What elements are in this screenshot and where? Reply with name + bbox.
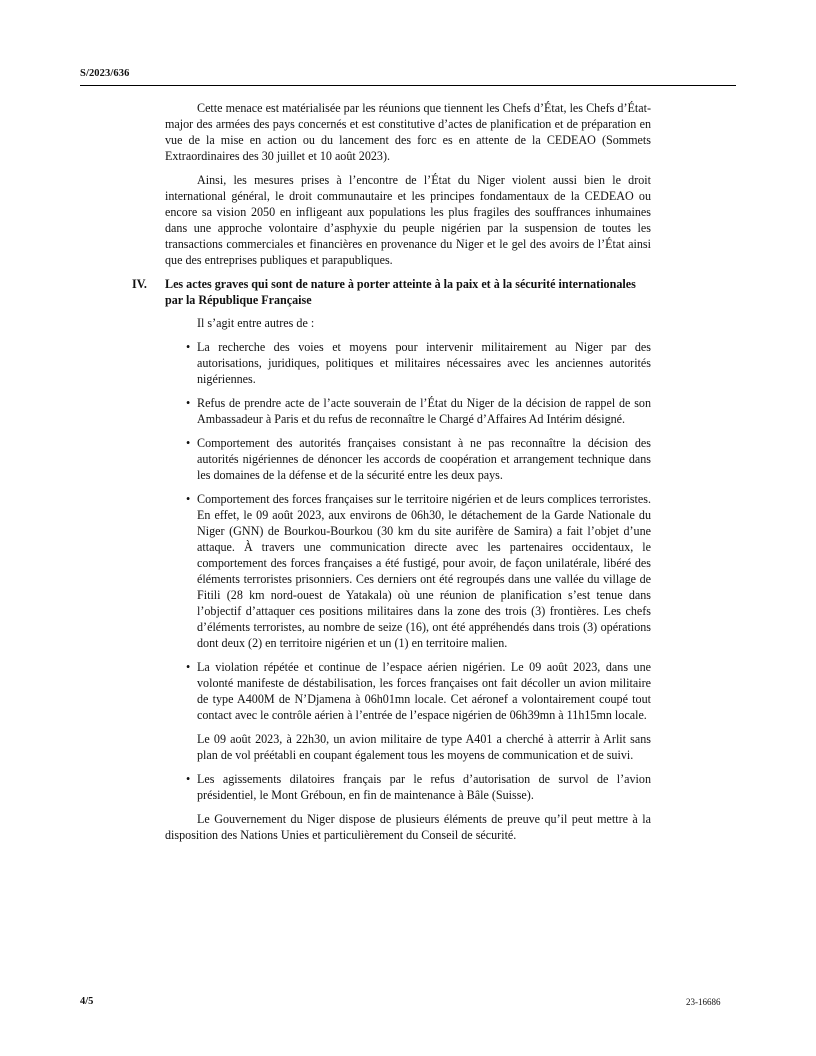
- page-number: 4/5: [80, 996, 94, 1007]
- document-body: [132, 100, 651, 851]
- section-title: Les actes graves qui sont de nature à porter atteinte à la paix et à la sécurité internationales par la République Française: [165, 277, 636, 307]
- list-item-text: Refus de prendre acte de l’acte souverain de l’État du Niger de la décision de rappel de son Ambassadeur à Paris et du refus de reconnaître le Chargé d’Affaires Ad Intérim désigné.: [197, 396, 651, 426]
- list-item-text: Les agissements dilatoires français par le refus d’autorisation de survol de l’avion présidentiel, le Mont Gréboun, en fin de maintenance à Bâle (Suisse).: [197, 772, 651, 802]
- list-item-text: La recherche des voies et moyens pour intervenir militairement au Niger par des autorisations, juridiques, politiques et militaires nécessaires avec les anciennes autorités nigériennes.: [197, 340, 651, 386]
- document-code: S/2023/636: [80, 68, 130, 79]
- bullet-list: [165, 339, 651, 803]
- list-item: [165, 435, 651, 483]
- list-item-text: La violation répétée et continue de l’espace aérien nigérien. Le 09 août 2023, dans une volonté manifeste de déstabilisation, les forces françaises ont fait décoller un avion militaire de type A400M de N’Djamena à 06h01mn locale. Cet aéronef a volontairement coupé tout contact avec le contrôle aérien à l’entrée de l’espace nigérien de 06h39mn à 11h15mn locale.: [197, 660, 651, 722]
- section-number: IV.: [132, 277, 147, 291]
- list-item-text: Comportement des forces françaises sur le territoire nigérien et de leurs complices terroristes. En effet, le 09 août 2023, aux environs de 06h30, le détachement de la Garde Nationale du Niger (GNN) de Bourkou-Bourkou (30 km du site aurifère de Samira) a fait l’objet d’une attaque. À travers une communication directe avec les partenaires occidentaux, le comportement des forces françaises a été fustigé, pour avoir, de façon unilatérale, libéré des éléments terroristes prisonniers. Ces derniers ont été regroupés dans une vallée du village de Fitili (28 km nord-ouest de Yatakala) où une réunion de planification s’est tenue dans l’objectif d’attaquer ces positions militaires dans la zone des trois (3) frontières. Les chefs d’éléments terroristes, au nombre de seize (16), ont été appréhendés dans trois (3) opérations dont deux (2) en territoire nigérien et un (1) en territoire malien.: [197, 492, 651, 650]
- list-item-continuation: [197, 731, 651, 763]
- list-item-text: Comportement des autorités françaises consistant à ne pas reconnaître la décision des autorités nigériennes de dénoncer les accords de coopération et arrangement technique dans les domaines de la défense et de la sécurité entre les deux pays.: [197, 436, 651, 482]
- closing-paragraph: Le Gouvernement du Niger dispose de plusieurs éléments de preuve qu’il peut mettre à la disposition des Nations Unies et particulièrement du Conseil de sécurité.: [165, 812, 651, 842]
- bullet-marker: •: [186, 436, 191, 450]
- bullet-marker: •: [186, 772, 191, 786]
- list-item: [165, 395, 651, 427]
- list-item: [165, 771, 651, 803]
- list-item: [165, 339, 651, 387]
- list-item: [165, 659, 651, 763]
- paragraph: Ainsi, les mesures prises à l’encontre de l’État du Niger violent aussi bien le droit international général, le droit communautaire et les principes fondamentaux de la CEDEAO ou encore sa vision 2050 en infligeant aux populations les plus fragiles des souffrances inhumaines dans une approche volontaire d’asphyxie du peuple nigérien par la suspension de toutes les transactions commerciales et financières en provenance du Niger et le gel des avoirs de l’État ainsi que des entreprises publiques et parapubliques.: [165, 173, 651, 267]
- header-rule: [80, 85, 736, 86]
- bullet-marker: •: [186, 660, 191, 674]
- bullet-marker: •: [186, 340, 191, 354]
- section-intro: Il s’agit entre autres de :: [197, 316, 315, 330]
- list-item: [165, 491, 651, 651]
- bullet-marker: •: [186, 492, 191, 506]
- paragraph: Cette menace est matérialisée par les réunions que tiennent les Chefs d’État, les Chefs d’État-major des armées des pays concernés et est constitutive d’actes de planification et de préparation en vue de la mise en action ou du lancement des forc es en attente de la CEDEAO (Sommets Extraordinaires des 30 juillet et 10 août 2023).: [165, 101, 651, 163]
- continuation-text: Le 09 août 2023, à 22h30, un avion militaire de type A401 a cherché à atterrir à Arlit sans plan de vol préétabli en coupant également tous les moyens de communication et de suivi.: [197, 732, 651, 762]
- document-number: 23-16686: [686, 997, 721, 1007]
- section-heading: [132, 276, 651, 308]
- bullet-marker: •: [186, 396, 191, 410]
